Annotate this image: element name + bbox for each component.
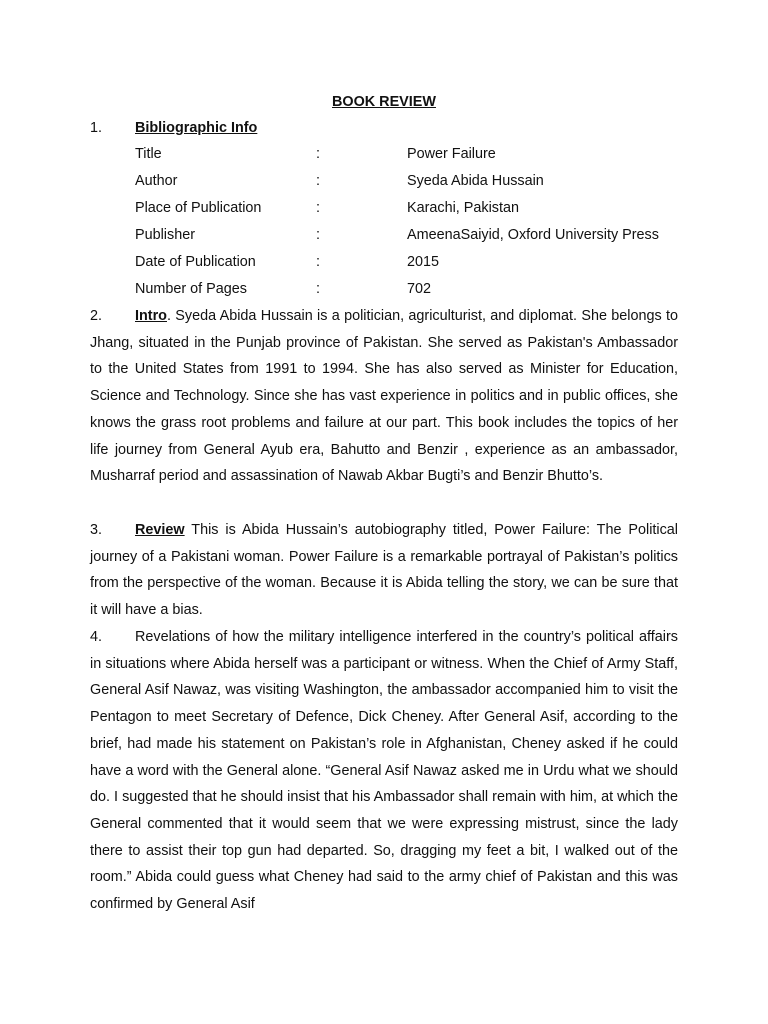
intro-paragraph bbox=[90, 303, 678, 490]
info-row bbox=[135, 276, 695, 303]
info-value: 2015 bbox=[407, 254, 440, 270]
section-number: 4. bbox=[90, 629, 103, 645]
info-separator: : bbox=[316, 254, 320, 270]
revelations-paragraph bbox=[90, 624, 678, 918]
info-label: Title bbox=[135, 146, 162, 162]
info-row bbox=[135, 195, 695, 222]
info-separator: : bbox=[316, 173, 320, 189]
paragraph-text: . Syeda Abida Hussain is a politician, agriculturist, and diplomat. She belongs to Jhang, situated in the Punjab province of Pakistan. She served as Pakistan's Ambassador to the United States from 1991 to 1994. She has also served as Minister for Education, Science and Technology. Since she has vast experience in politics and in public offices, she knows the grass root problems and failure at our part. This book includes the topics of her life journey from General Ayub era, Bahutto and Benzir , experience as an ambassador, Musharraf period and assassination of Nawab Akbar Bugti’s and Benzir Bhutto’s. bbox=[90, 308, 678, 485]
info-label: Author bbox=[135, 173, 178, 189]
info-value: Syeda Abida Hussain bbox=[407, 173, 544, 189]
info-label: Place of Publication bbox=[135, 200, 262, 216]
info-row bbox=[135, 249, 695, 276]
review-paragraph bbox=[90, 517, 678, 624]
section-title: Intro bbox=[135, 308, 167, 324]
info-value: AmeenaSaiyid, Oxford University Press bbox=[407, 227, 659, 243]
page-title: BOOK REVIEW bbox=[332, 94, 436, 110]
section-number: 2. bbox=[90, 308, 103, 324]
paragraph-text: Revelations of how the military intelligence interfered in the country’s political affairs in situations where Abida herself was a participant or witness. When the Chief of Army Staff, General Asif Nawaz, was visiting Washington, the ambassador accompanied him to visit the Pentagon to meet Secretary of Defence, Dick Cheney. After General Asif, according to the brief, had made his statement on Pakistan’s role in Afghanistan, Cheney asked if he could have a word with the General alone. “General Asif Nawaz asked me in Urdu what we should do. I suggested that he should insist that his Ambassador shall remain with him, at which the General commented that it would seem that we were expressing mistrust, since the lady there to assist their top gun had departed. So, dragging my feet a bit, I walked out of the room.” Abida could guess what Cheney had said to the army chief of Pakistan and this was confirmed by General Asif bbox=[90, 629, 678, 913]
section-title: Review bbox=[135, 522, 185, 538]
info-separator: : bbox=[316, 281, 320, 297]
bibliographic-info-table bbox=[135, 141, 695, 303]
info-row bbox=[135, 222, 695, 249]
info-separator: : bbox=[316, 200, 320, 216]
info-label: Publisher bbox=[135, 227, 195, 243]
info-value: Karachi, Pakistan bbox=[407, 200, 519, 216]
section-number: 1. bbox=[90, 120, 103, 136]
info-value: Power Failure bbox=[407, 146, 496, 162]
info-separator: : bbox=[316, 227, 320, 243]
info-row bbox=[135, 168, 695, 195]
info-label: Number of Pages bbox=[135, 281, 247, 297]
info-label: Date of Publication bbox=[135, 254, 256, 270]
info-row bbox=[135, 141, 695, 168]
section-number: 3. bbox=[90, 522, 103, 538]
info-value: 702 bbox=[407, 281, 432, 297]
section-title: Bibliographic Info bbox=[135, 120, 258, 136]
info-separator: : bbox=[316, 146, 320, 162]
paragraph-text: This is Abida Hussain’s autobiography titled, Power Failure: The Political journey of a Pakistani woman. Power Failure is a remarkable portrayal of Pakistan’s politics from the perspective of the woman. Because it is Abida telling the story, we can be sure that it will have a bias. bbox=[90, 522, 678, 619]
